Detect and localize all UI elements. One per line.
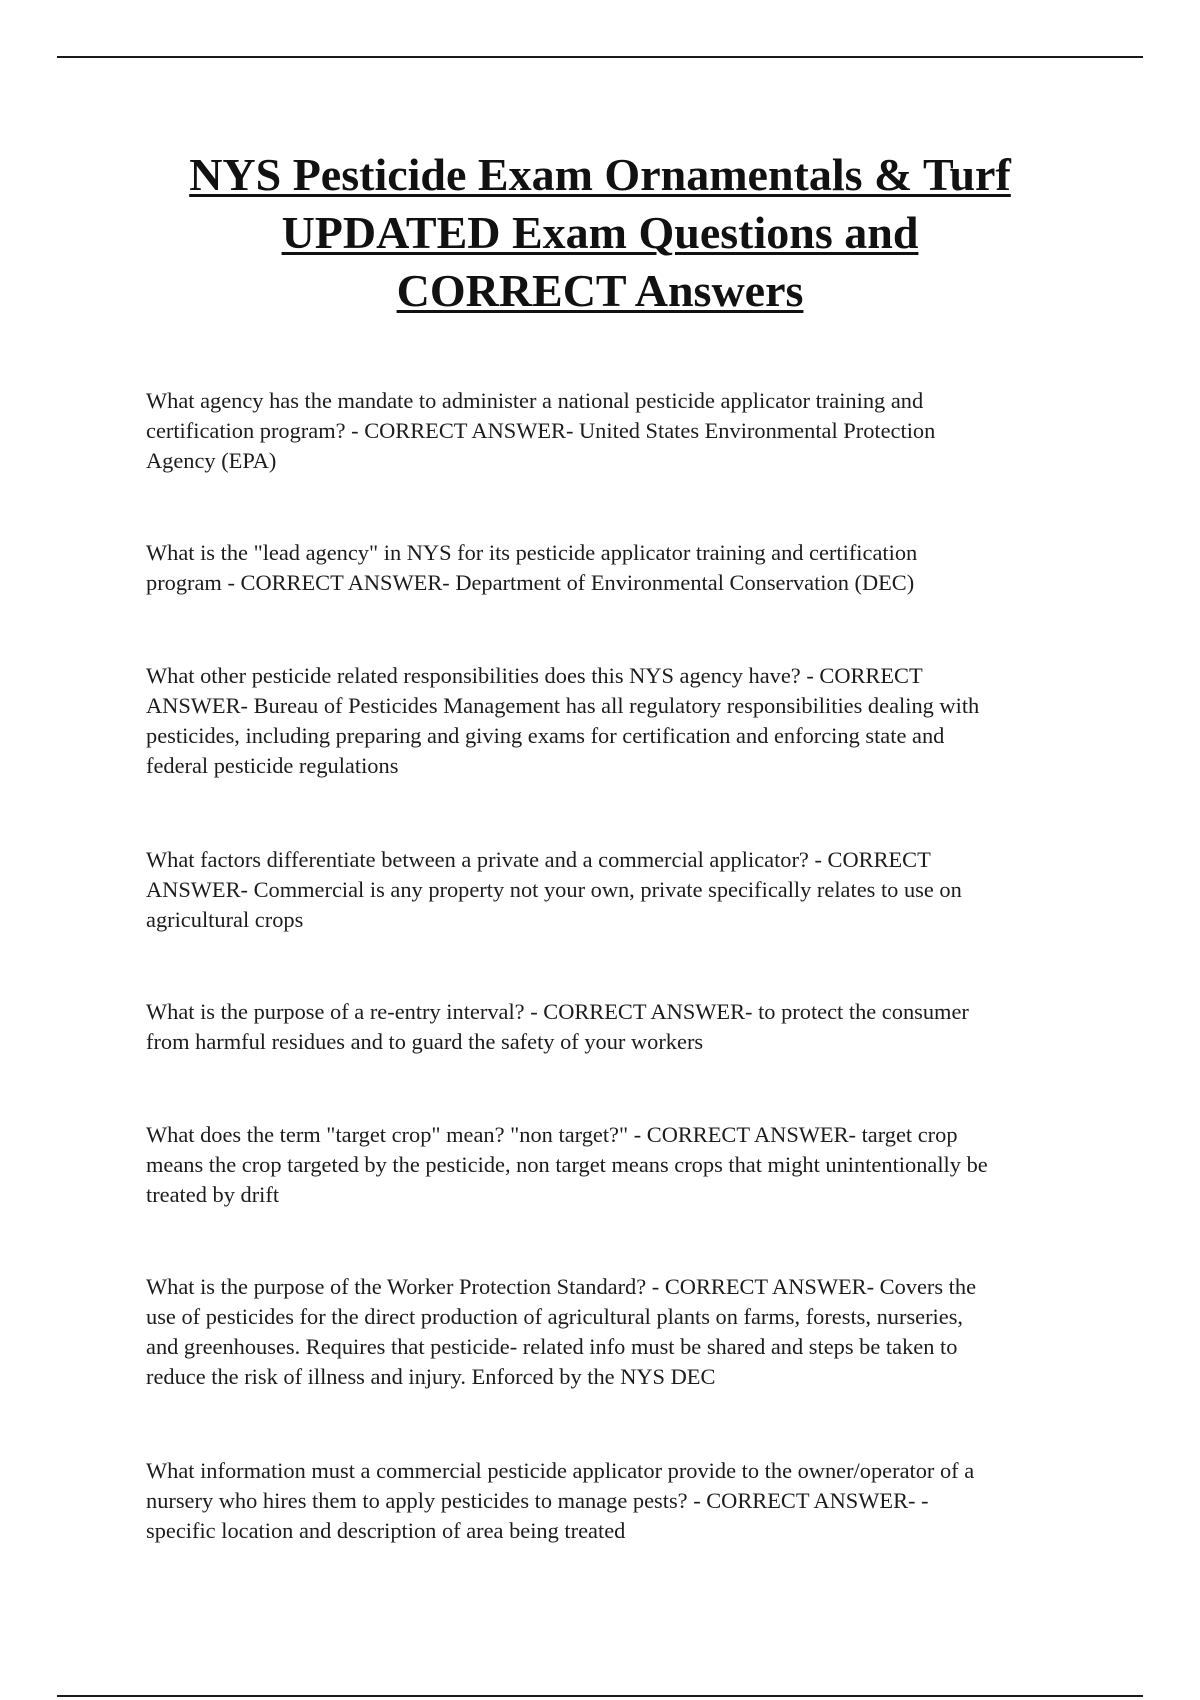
title-line: NYS Pesticide Exam Ornamentals & Turf: [189, 149, 1011, 200]
qa-line: program - CORRECT ANSWER- Department of Environmental Conservation (DEC): [146, 570, 915, 595]
qa-line: What is the "lead agency" in NYS for its pesticide applicator training and certification: [146, 540, 918, 565]
qa-line: specific location and description of area being treated: [146, 1518, 626, 1543]
qa-entry: [146, 538, 1066, 598]
qa-entry: [146, 1120, 1066, 1210]
qa-line: agricultural crops: [146, 907, 304, 932]
qa-line: What is the purpose of the Worker Protection Standard? - CORRECT ANSWER- Covers the: [146, 1274, 977, 1299]
qa-line: means the crop targeted by the pesticide, non target means crops that might unintentionally be: [146, 1152, 988, 1177]
qa-line: ANSWER- Commercial is any property not your own, private specifically relates to use on: [146, 877, 962, 902]
footer-rule: [57, 1695, 1143, 1697]
qa-entry: [146, 386, 1066, 476]
qa-entry: [146, 1456, 1066, 1546]
qa-line: and greenhouses. Requires that pesticide- related info must be shared and steps be taken to: [146, 1334, 958, 1359]
qa-entry: [146, 661, 1066, 781]
qa-line: pesticides, including preparing and giving exams for certification and enforcing state and: [146, 723, 945, 748]
qa-line: What factors differentiate between a private and a commercial applicator? - CORRECT: [146, 847, 931, 872]
title-line: CORRECT Answers: [396, 265, 804, 316]
qa-line: What information must a commercial pesticide applicator provide to the owner/operator of a: [146, 1458, 975, 1483]
qa-line: from harmful residues and to guard the safety of your workers: [146, 1029, 704, 1054]
qa-entry: [146, 997, 1066, 1057]
qa-line: What does the term "target crop" mean? "non target?" - CORRECT ANSWER- target crop: [146, 1122, 958, 1147]
title-line: UPDATED Exam Questions and: [281, 207, 919, 258]
qa-line: reduce the risk of illness and injury. Enforced by the NYS DEC: [146, 1364, 716, 1389]
qa-line: What other pesticide related responsibilities does this NYS agency have? - CORRECT: [146, 663, 923, 688]
qa-entry: [146, 1272, 1066, 1392]
document-title: [60, 146, 1140, 320]
header-rule: [57, 56, 1143, 58]
qa-line: ANSWER- Bureau of Pesticides Management has all regulatory responsibilities dealing with: [146, 693, 980, 718]
qa-line: use of pesticides for the direct production of agricultural plants on farms, forests, nurseries,: [146, 1304, 964, 1329]
qa-line: treated by drift: [146, 1182, 280, 1207]
qa-line: Agency (EPA): [146, 448, 277, 473]
qa-line: What agency has the mandate to administer a national pesticide applicator training and: [146, 388, 924, 413]
qa-entry: [146, 845, 1066, 935]
qa-line: nursery who hires them to apply pesticides to manage pests? - CORRECT ANSWER- -: [146, 1488, 929, 1513]
qa-line: What is the purpose of a re-entry interval? - CORRECT ANSWER- to protect the consumer: [146, 999, 969, 1024]
qa-line: certification program? - CORRECT ANSWER- United States Environmental Protection: [146, 418, 936, 443]
qa-line: federal pesticide regulations: [146, 753, 399, 778]
